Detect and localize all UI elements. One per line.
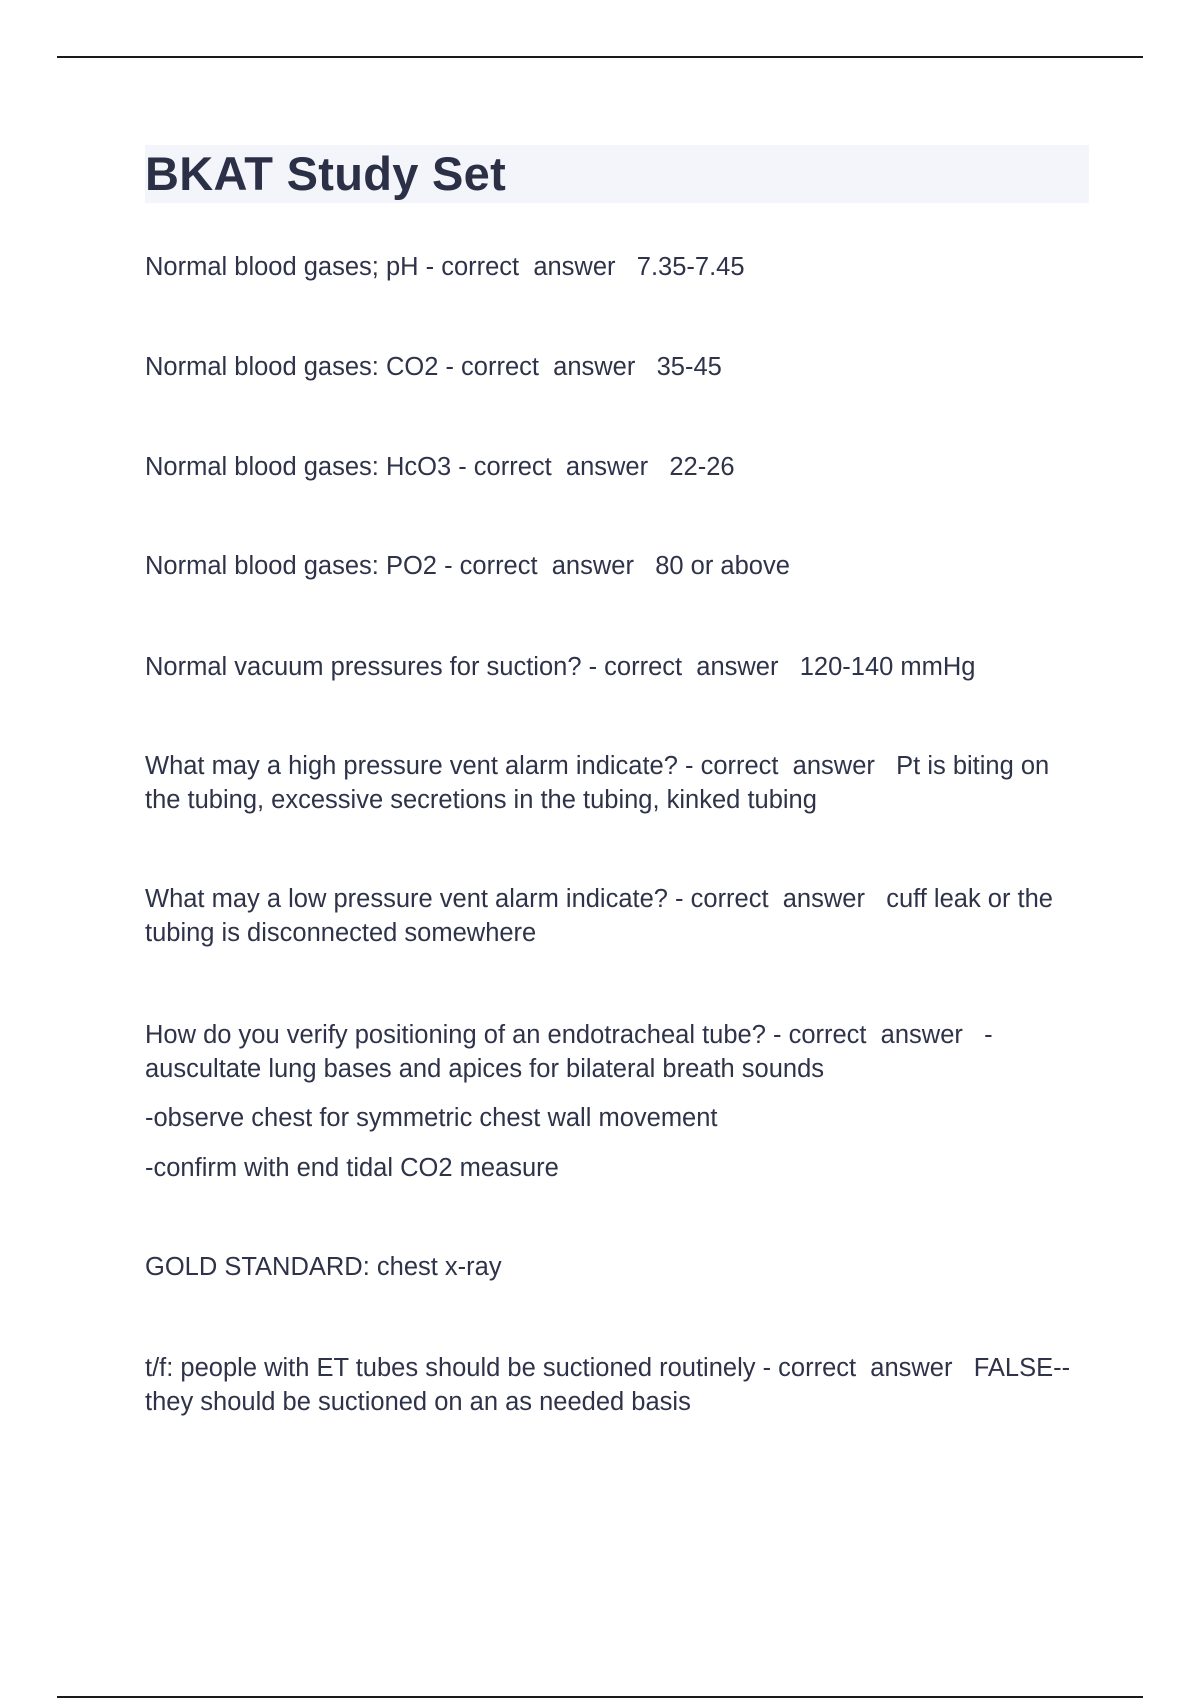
qa-item-hco3: Normal blood gases: HcO3 - correct answer 22-26 <box>145 453 735 481</box>
qa-item-high-pressure-alarm: What may a high pressure vent alarm indicate? - correct answer Pt is biting on the tubing, excessive secretions in the tubing, kinked tubing <box>145 752 1057 814</box>
qa-item-suction-routine: t/f: people with ET tubes should be suctioned routinely - correct answer FALSE-- they should be suctioned on an as needed basis <box>145 1354 1078 1416</box>
qa-subitem-gold-standard: GOLD STANDARD: chest x-ray <box>145 1253 502 1281</box>
top-rule <box>57 56 1143 58</box>
qa-item-ph: Normal blood gases; pH - correct answer 7.35-7.45 <box>145 253 745 281</box>
qa-subitem-chest-movement: -observe chest for symmetric chest wall movement <box>145 1104 718 1132</box>
bottom-rule <box>57 1696 1143 1698</box>
document-title: BKAT Study Set <box>145 147 507 200</box>
qa-item-low-pressure-alarm: What may a low pressure vent alarm indicate? - correct answer cuff leak or the tubing is disconnected somewhere <box>145 885 1061 947</box>
qa-item-suction-pressure: Normal vacuum pressures for suction? - correct answer 120-140 mmHg <box>145 653 976 681</box>
qa-subitem-end-tidal-co2: -confirm with end tidal CO2 measure <box>145 1154 559 1182</box>
qa-item-po2: Normal blood gases: PO2 - correct answer 80 or above <box>145 552 790 580</box>
qa-item-co2: Normal blood gases: CO2 - correct answer 35-45 <box>145 353 722 381</box>
qa-item-et-tube-positioning: How do you verify positioning of an endotracheal tube? - correct answer -auscultate lung bases and apices for bilateral breath sounds <box>145 1021 993 1083</box>
